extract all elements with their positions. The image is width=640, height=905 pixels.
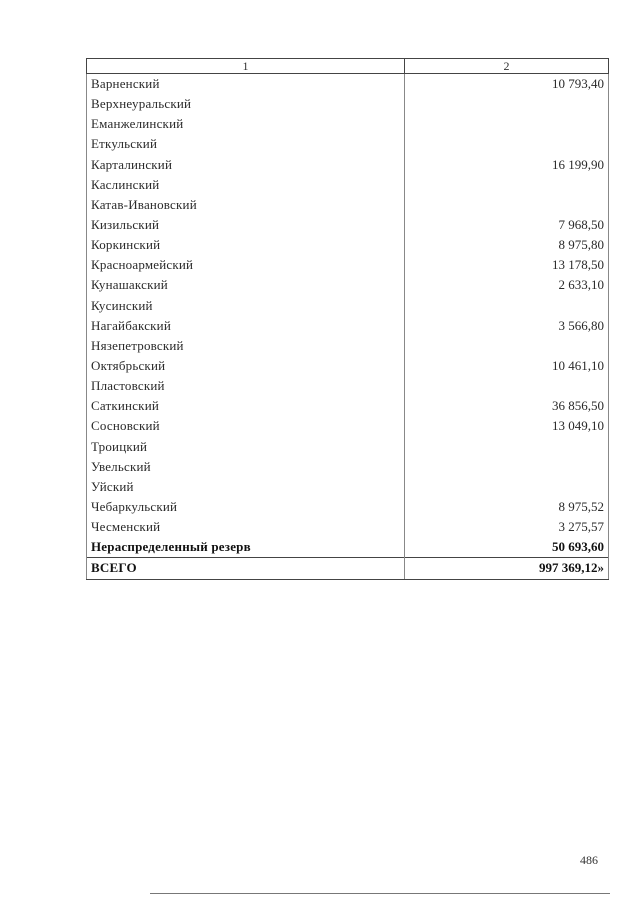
amount-cell xyxy=(405,195,609,215)
table-row xyxy=(87,437,609,457)
table-row xyxy=(87,275,609,295)
amount-cell xyxy=(405,134,609,154)
district-name-cell: Еманжелинский xyxy=(87,114,405,134)
amount-cell: 8 975,52 xyxy=(405,497,609,517)
district-name-cell: Коркинский xyxy=(87,235,405,255)
table-row xyxy=(87,215,609,235)
amount-cell: 7 968,50 xyxy=(405,215,609,235)
amount-cell xyxy=(405,457,609,477)
table-row xyxy=(87,195,609,215)
table-body xyxy=(87,74,609,580)
amount-cell: 3 275,57 xyxy=(405,517,609,537)
amount-cell: 36 856,50 xyxy=(405,396,609,416)
table-row xyxy=(87,134,609,154)
table-row xyxy=(87,74,609,95)
district-name-cell: Нераспределенный резерв xyxy=(87,537,405,558)
amount-cell xyxy=(405,477,609,497)
district-name-cell: Троицкий xyxy=(87,437,405,457)
budget-table xyxy=(86,58,609,580)
district-name-cell: Пластовский xyxy=(87,376,405,396)
table-row xyxy=(87,396,609,416)
amount-cell: 16 199,90 xyxy=(405,155,609,175)
table-row xyxy=(87,517,609,537)
district-name-cell: Карталинский xyxy=(87,155,405,175)
district-name-cell: Варненский xyxy=(87,74,405,95)
table-row xyxy=(87,235,609,255)
amount-cell xyxy=(405,114,609,134)
district-name-cell: Еткульский xyxy=(87,134,405,154)
column-header-number-1: 1 xyxy=(87,59,405,74)
amount-cell: 50 693,60 xyxy=(405,537,609,558)
district-name-cell: Красноармейский xyxy=(87,255,405,275)
table-row xyxy=(87,457,609,477)
table-row xyxy=(87,255,609,275)
district-name-cell: ВСЕГО xyxy=(87,558,405,579)
district-name-cell: Нагайбакский xyxy=(87,316,405,336)
footer-rule xyxy=(150,893,610,894)
district-name-cell: Кусинский xyxy=(87,296,405,316)
amount-cell xyxy=(405,376,609,396)
table-row xyxy=(87,296,609,316)
district-name-cell: Уйский xyxy=(87,477,405,497)
table-row xyxy=(87,497,609,517)
table-row xyxy=(87,114,609,134)
amount-cell: 8 975,80 xyxy=(405,235,609,255)
amount-cell xyxy=(405,296,609,316)
amount-cell: 13 049,10 xyxy=(405,416,609,436)
district-name-cell: Катав-Ивановский xyxy=(87,195,405,215)
total-row xyxy=(87,558,609,579)
table-row xyxy=(87,94,609,114)
district-name-cell: Увельский xyxy=(87,457,405,477)
amount-cell: 10 793,40 xyxy=(405,74,609,95)
district-name-cell: Кизильский xyxy=(87,215,405,235)
amount-cell xyxy=(405,437,609,457)
table-row xyxy=(87,316,609,336)
district-name-cell: Чесменский xyxy=(87,517,405,537)
table-row xyxy=(87,155,609,175)
amount-cell: 3 566,80 xyxy=(405,316,609,336)
district-name-cell: Каслинский xyxy=(87,175,405,195)
district-name-cell: Октябрьский xyxy=(87,356,405,376)
table-row xyxy=(87,376,609,396)
district-name-cell: Чебаркульский xyxy=(87,497,405,517)
table-row xyxy=(87,537,609,558)
district-name-cell: Саткинский xyxy=(87,396,405,416)
amount-cell: 10 461,10 xyxy=(405,356,609,376)
amount-cell xyxy=(405,94,609,114)
table-header-row xyxy=(87,59,609,74)
district-name-cell: Кунашакский xyxy=(87,275,405,295)
page-number: 486 xyxy=(580,853,598,867)
table-row xyxy=(87,356,609,376)
amount-cell: 2 633,10 xyxy=(405,275,609,295)
district-name-cell: Нязепетровский xyxy=(87,336,405,356)
table-row xyxy=(87,175,609,195)
table-row xyxy=(87,336,609,356)
amount-cell xyxy=(405,336,609,356)
district-name-cell: Верхнеуральский xyxy=(87,94,405,114)
table-row xyxy=(87,477,609,497)
amount-cell xyxy=(405,175,609,195)
table-row xyxy=(87,416,609,436)
column-header-number-2: 2 xyxy=(405,59,609,74)
district-name-cell: Сосновский xyxy=(87,416,405,436)
amount-cell: 997 369,12» xyxy=(405,558,609,579)
amount-cell: 13 178,50 xyxy=(405,255,609,275)
